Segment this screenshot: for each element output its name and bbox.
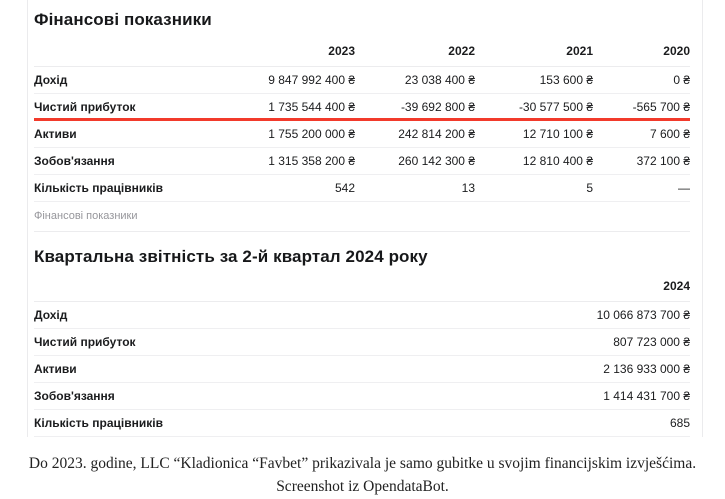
figure-caption-line2: Screenshot iz OpendataBot. <box>276 478 449 496</box>
year-header-2021: 2021 <box>475 30 593 67</box>
quarterly-report-table <box>34 267 690 437</box>
table-row-net-profit <box>34 329 690 356</box>
table-caption-financial-indicators: Фінансові показники <box>34 202 690 232</box>
cell-value: 807 723 000 ₴ <box>520 329 690 356</box>
cell-value: 13 <box>355 175 475 202</box>
table-row-assets <box>34 120 690 148</box>
table-row-employees <box>34 175 690 202</box>
cell-value: -30 577 500 ₴ <box>475 94 593 120</box>
financial-indicators-table <box>34 30 690 202</box>
table-row-liabilities <box>34 148 690 175</box>
cell-value: 12 710 100 ₴ <box>475 120 593 148</box>
section-title-quarterly-report: Квартальна звітність за 2-й квартал 2024 року <box>34 247 428 266</box>
table-row-employees <box>34 410 690 437</box>
table-row-assets <box>34 356 690 383</box>
year-header-2020: 2020 <box>593 30 690 67</box>
year-header-row <box>34 30 690 67</box>
row-label: Дохід <box>34 67 230 94</box>
cell-value: — <box>593 175 690 202</box>
row-label: Дохід <box>34 302 520 329</box>
cell-value: 542 <box>230 175 355 202</box>
cell-value: 1 315 358 200 ₴ <box>230 148 355 175</box>
cell-value: 12 810 400 ₴ <box>475 148 593 175</box>
cell-value: 23 038 400 ₴ <box>355 67 475 94</box>
row-label: Кількість працівників <box>34 410 520 437</box>
cell-value: 260 142 300 ₴ <box>355 148 475 175</box>
cell-value: 9 847 992 400 ₴ <box>230 67 355 94</box>
cell-value: 7 600 ₴ <box>593 120 690 148</box>
cell-value: 1 755 200 000 ₴ <box>230 120 355 148</box>
cell-value: -39 692 800 ₴ <box>355 94 475 120</box>
cell-value: 153 600 ₴ <box>475 67 593 94</box>
empty-header-cell <box>34 267 520 302</box>
row-label: Зобов'язання <box>34 148 230 175</box>
row-label: Зобов'язання <box>34 383 520 410</box>
financial-report-card <box>27 0 703 437</box>
row-label: Чистий прибуток <box>34 94 230 120</box>
row-label: Кількість працівників <box>34 175 230 202</box>
row-label: Активи <box>34 356 520 383</box>
table-row-income <box>34 302 690 329</box>
cell-value: 5 <box>475 175 593 202</box>
table-row-liabilities <box>34 383 690 410</box>
cell-value: -565 700 ₴ <box>593 94 690 120</box>
cell-value: 10 066 873 700 ₴ <box>520 302 690 329</box>
cell-value: 685 <box>520 410 690 437</box>
table-row-net-profit-highlighted <box>34 94 690 120</box>
cell-value: 372 100 ₴ <box>593 148 690 175</box>
figure-caption <box>0 452 725 499</box>
cell-value: 1 414 431 700 ₴ <box>520 383 690 410</box>
empty-header-cell <box>34 30 230 67</box>
figure-caption-line1: Do 2023. godine, LLC “Kladionica “Favbet” prikazivala je samo gubitke u svojim financijskim izvješćima. <box>28 455 697 472</box>
year-header-2023: 2023 <box>230 30 355 67</box>
year-header-row <box>34 267 690 302</box>
table-row-income <box>34 67 690 94</box>
year-header-2022: 2022 <box>355 30 475 67</box>
row-label: Активи <box>34 120 230 148</box>
cell-value: 242 814 200 ₴ <box>355 120 475 148</box>
cell-value: 0 ₴ <box>593 67 690 94</box>
year-header-2024: 2024 <box>520 267 690 302</box>
cell-value: 2 136 933 000 ₴ <box>520 356 690 383</box>
row-label: Чистий прибуток <box>34 329 520 356</box>
cell-value: 1 735 544 400 ₴ <box>230 94 355 120</box>
section-title-financial-indicators: Фінансові показники <box>34 10 212 29</box>
